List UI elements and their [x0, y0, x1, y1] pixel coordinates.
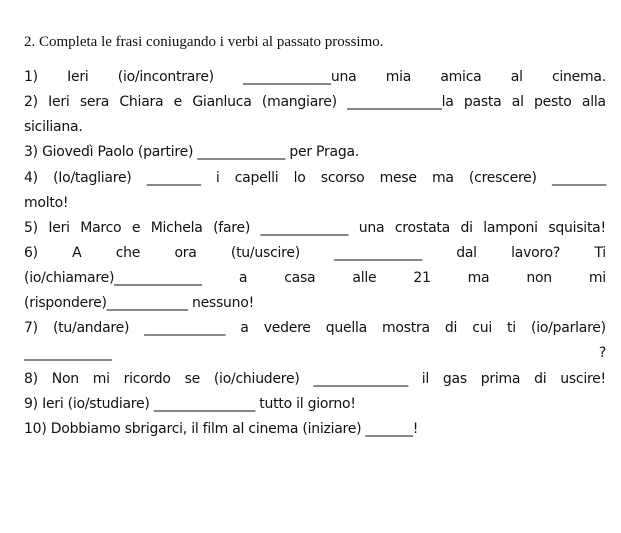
exercise-line-1 [24, 67, 606, 87]
word: (crescere) [468, 170, 537, 186]
word: a [238, 270, 248, 286]
word: cui [472, 320, 492, 336]
word: Gianluca [192, 94, 252, 110]
word: mi [92, 371, 110, 387]
word: ma [432, 170, 454, 186]
word: ______________ [313, 371, 408, 387]
word: Chiara [119, 94, 164, 110]
exercise-line-7 [24, 318, 606, 338]
word: (Io/tagliare) [53, 170, 132, 186]
word: e [173, 94, 183, 110]
word: 4) [24, 170, 38, 186]
word: 7) [24, 320, 38, 336]
word: mostra [382, 320, 430, 336]
exercise-line-2 [24, 92, 606, 112]
word: sera [79, 94, 110, 110]
exercise-line-4 [24, 168, 606, 188]
word: a [240, 320, 249, 336]
word: ricordo [123, 371, 171, 387]
word: ora [174, 245, 197, 261]
exercise-line-10: 10) Dobbiamo sbrigarci, il film al cinema (iniziare) _______! [24, 421, 419, 437]
word: _____________una [243, 69, 357, 85]
word: che [115, 245, 141, 261]
word: Michela [150, 220, 203, 236]
word: 2) [24, 94, 38, 110]
word: Ti [594, 245, 606, 261]
word: lamponi [483, 220, 538, 236]
word: se [184, 371, 200, 387]
word: gas [442, 371, 467, 387]
word: capelli [234, 170, 279, 186]
word: di [460, 220, 473, 236]
word: alla [581, 94, 606, 110]
word: _____________ [260, 220, 349, 236]
word: pesto [534, 94, 572, 110]
exercise-line-5 [24, 218, 606, 238]
exercise-line-4-cont: molto! [24, 195, 69, 211]
word: 6) [24, 245, 38, 261]
word: e [131, 220, 141, 236]
word: di [444, 320, 458, 336]
word: vedere [263, 320, 311, 336]
exercise-line-9: 9) Ieri (io/studiare) _______________ tutto il giorno! [24, 396, 356, 412]
word: ma [467, 270, 490, 286]
word: (io/chiamare)_____________ [24, 270, 202, 286]
word: prima [480, 371, 521, 387]
word: A [72, 245, 82, 261]
word: 21 [413, 270, 431, 286]
word: Ieri [67, 69, 89, 85]
exercise-line-7-cont [24, 343, 606, 363]
word: (tu/uscire) [230, 245, 300, 261]
exercise-line-8 [24, 369, 606, 389]
word: mi [588, 270, 606, 286]
word: dal [456, 245, 477, 261]
word: al [510, 69, 523, 85]
word: al [511, 94, 524, 110]
word: Marco [80, 220, 122, 236]
word: 8) [24, 371, 38, 387]
word: Non [51, 371, 79, 387]
word: lavoro? [511, 245, 561, 261]
word: (io/chiudere) [213, 371, 300, 387]
word: non [526, 270, 552, 286]
word: Ieri [48, 94, 70, 110]
word: ti [507, 320, 516, 336]
word: (tu/andare) [52, 320, 130, 336]
word: mia [385, 69, 412, 85]
word: una [358, 220, 385, 236]
word: uscire! [560, 371, 606, 387]
word: i [215, 170, 220, 186]
exercise-title: 2. Completa le frasi coniugando i verbi al passato prossimo. [24, 34, 384, 50]
word: (fare) [213, 220, 251, 236]
word: 1) [24, 69, 38, 85]
word: crostata [394, 220, 450, 236]
word: (io/incontrare) [117, 69, 214, 85]
word: cinema. [551, 69, 606, 85]
word: (io/parlare) [531, 320, 606, 336]
word: amica [440, 69, 482, 85]
word: lo [293, 170, 306, 186]
word: pasta [463, 94, 502, 110]
word: di [534, 371, 547, 387]
word: (mangiare) [261, 94, 337, 110]
exercise-line-6-end: (rispondere)____________ nessuno! [24, 295, 254, 311]
word: ______________la [347, 94, 454, 110]
word: _____________ [24, 345, 112, 361]
exercise-line-3: 3) Giovedì Paolo (partire) _____________ per Praga. [24, 144, 360, 160]
word: ________ [146, 170, 201, 186]
exercise-line-6 [24, 243, 606, 263]
word: 5) [24, 220, 38, 236]
word: casa [284, 270, 316, 286]
word: ? [598, 345, 606, 361]
word: mese [379, 170, 417, 186]
exercise-line-6-cont [24, 268, 606, 288]
word: quella [325, 320, 367, 336]
word: Ieri [48, 220, 70, 236]
word: il [421, 371, 430, 387]
word: _____________ [334, 245, 422, 261]
word: ________ [551, 170, 606, 186]
word: squisita! [548, 220, 606, 236]
word: ____________ [144, 320, 226, 336]
exercise-line-2-cont: siciliana. [24, 119, 83, 135]
word: alle [352, 270, 377, 286]
word: scorso [320, 170, 365, 186]
